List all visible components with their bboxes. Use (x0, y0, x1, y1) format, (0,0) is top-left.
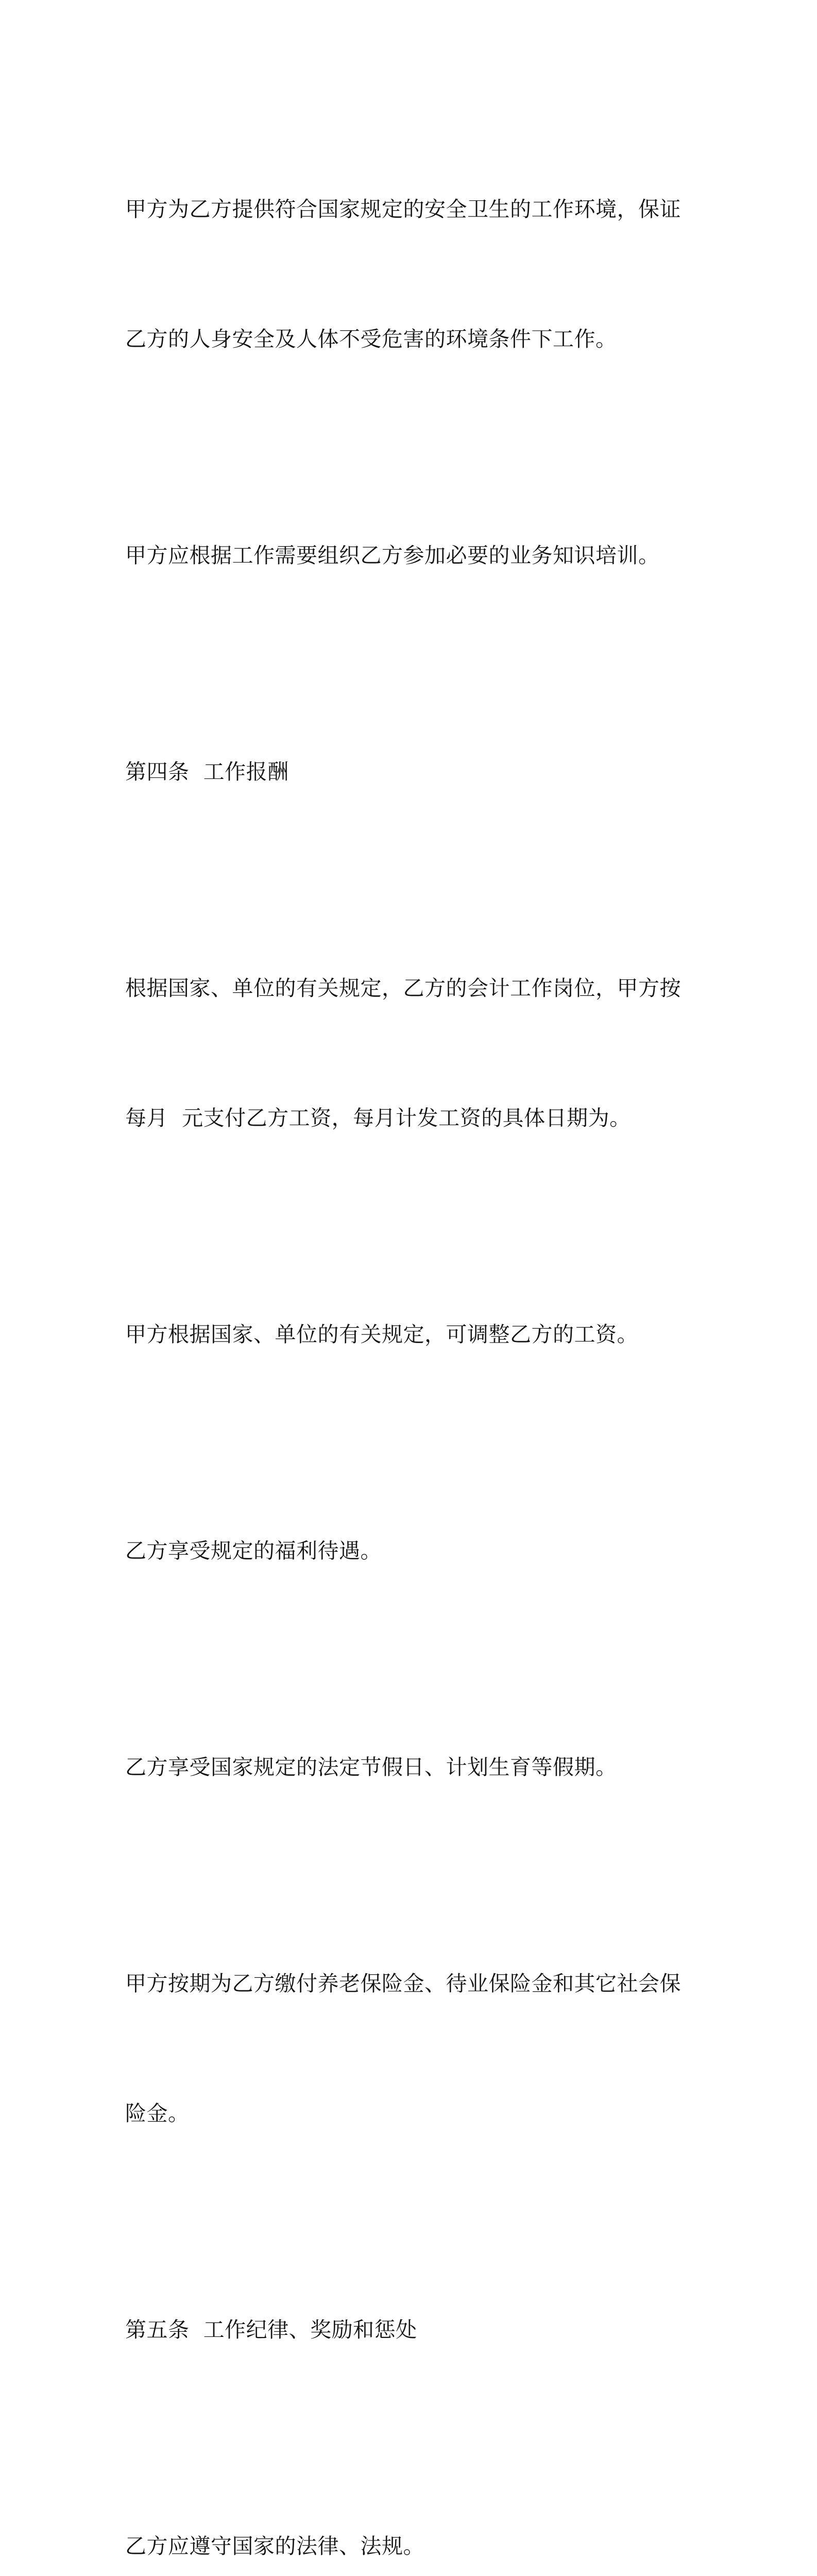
paragraph-safety-environment (125, 101, 702, 447)
article-5-heading (125, 2222, 702, 2438)
article-4-heading (125, 664, 702, 880)
paragraph-line: 险金。 (125, 2101, 190, 2126)
paragraph-line: 乙方享受规定的福利待遇。 (125, 1538, 382, 1563)
paragraph-line: 每月 元支付乙方工资，每月计发工资的具体日期为。 (125, 1106, 631, 1130)
paragraph-line: 根据国家、单位的有关规定，乙方的会计工作岗位，甲方按 (125, 976, 681, 1001)
paragraph-salary-adjustment (125, 1226, 702, 1443)
paragraph-line: 甲方按期为乙方缴付养老保险金、待业保险金和其它社会保 (125, 1971, 681, 1996)
document-body (125, 101, 702, 2576)
paragraph-line: 乙方的人身安全及人体不受危害的环境条件下工作。 (125, 327, 617, 351)
paragraph-holidays (125, 1659, 702, 1875)
paragraph-insurance (125, 1875, 702, 2222)
heading-line: 第四条 工作报酬 (125, 759, 289, 784)
paragraph-obey-law (125, 2438, 702, 2576)
paragraph-line: 甲方根据国家、单位的有关规定，可调整乙方的工资。 (125, 1322, 638, 1347)
paragraph-line: 乙方享受国家规定的法定节假日、计划生育等假期。 (125, 1755, 617, 1780)
paragraph-line: 甲方为乙方提供符合国家规定的安全卫生的工作环境，保证 (125, 197, 681, 222)
paragraph-line: 甲方应根据工作需要组织乙方参加必要的业务知识培训。 (125, 543, 660, 568)
heading-line: 第五条 工作纪律、奖励和惩处 (125, 2317, 417, 2342)
paragraph-salary (125, 880, 702, 1226)
paragraph-line: 乙方应遵守国家的法律、法规。 (125, 2534, 424, 2558)
paragraph-training (125, 447, 702, 664)
paragraph-welfare (125, 1443, 702, 1659)
